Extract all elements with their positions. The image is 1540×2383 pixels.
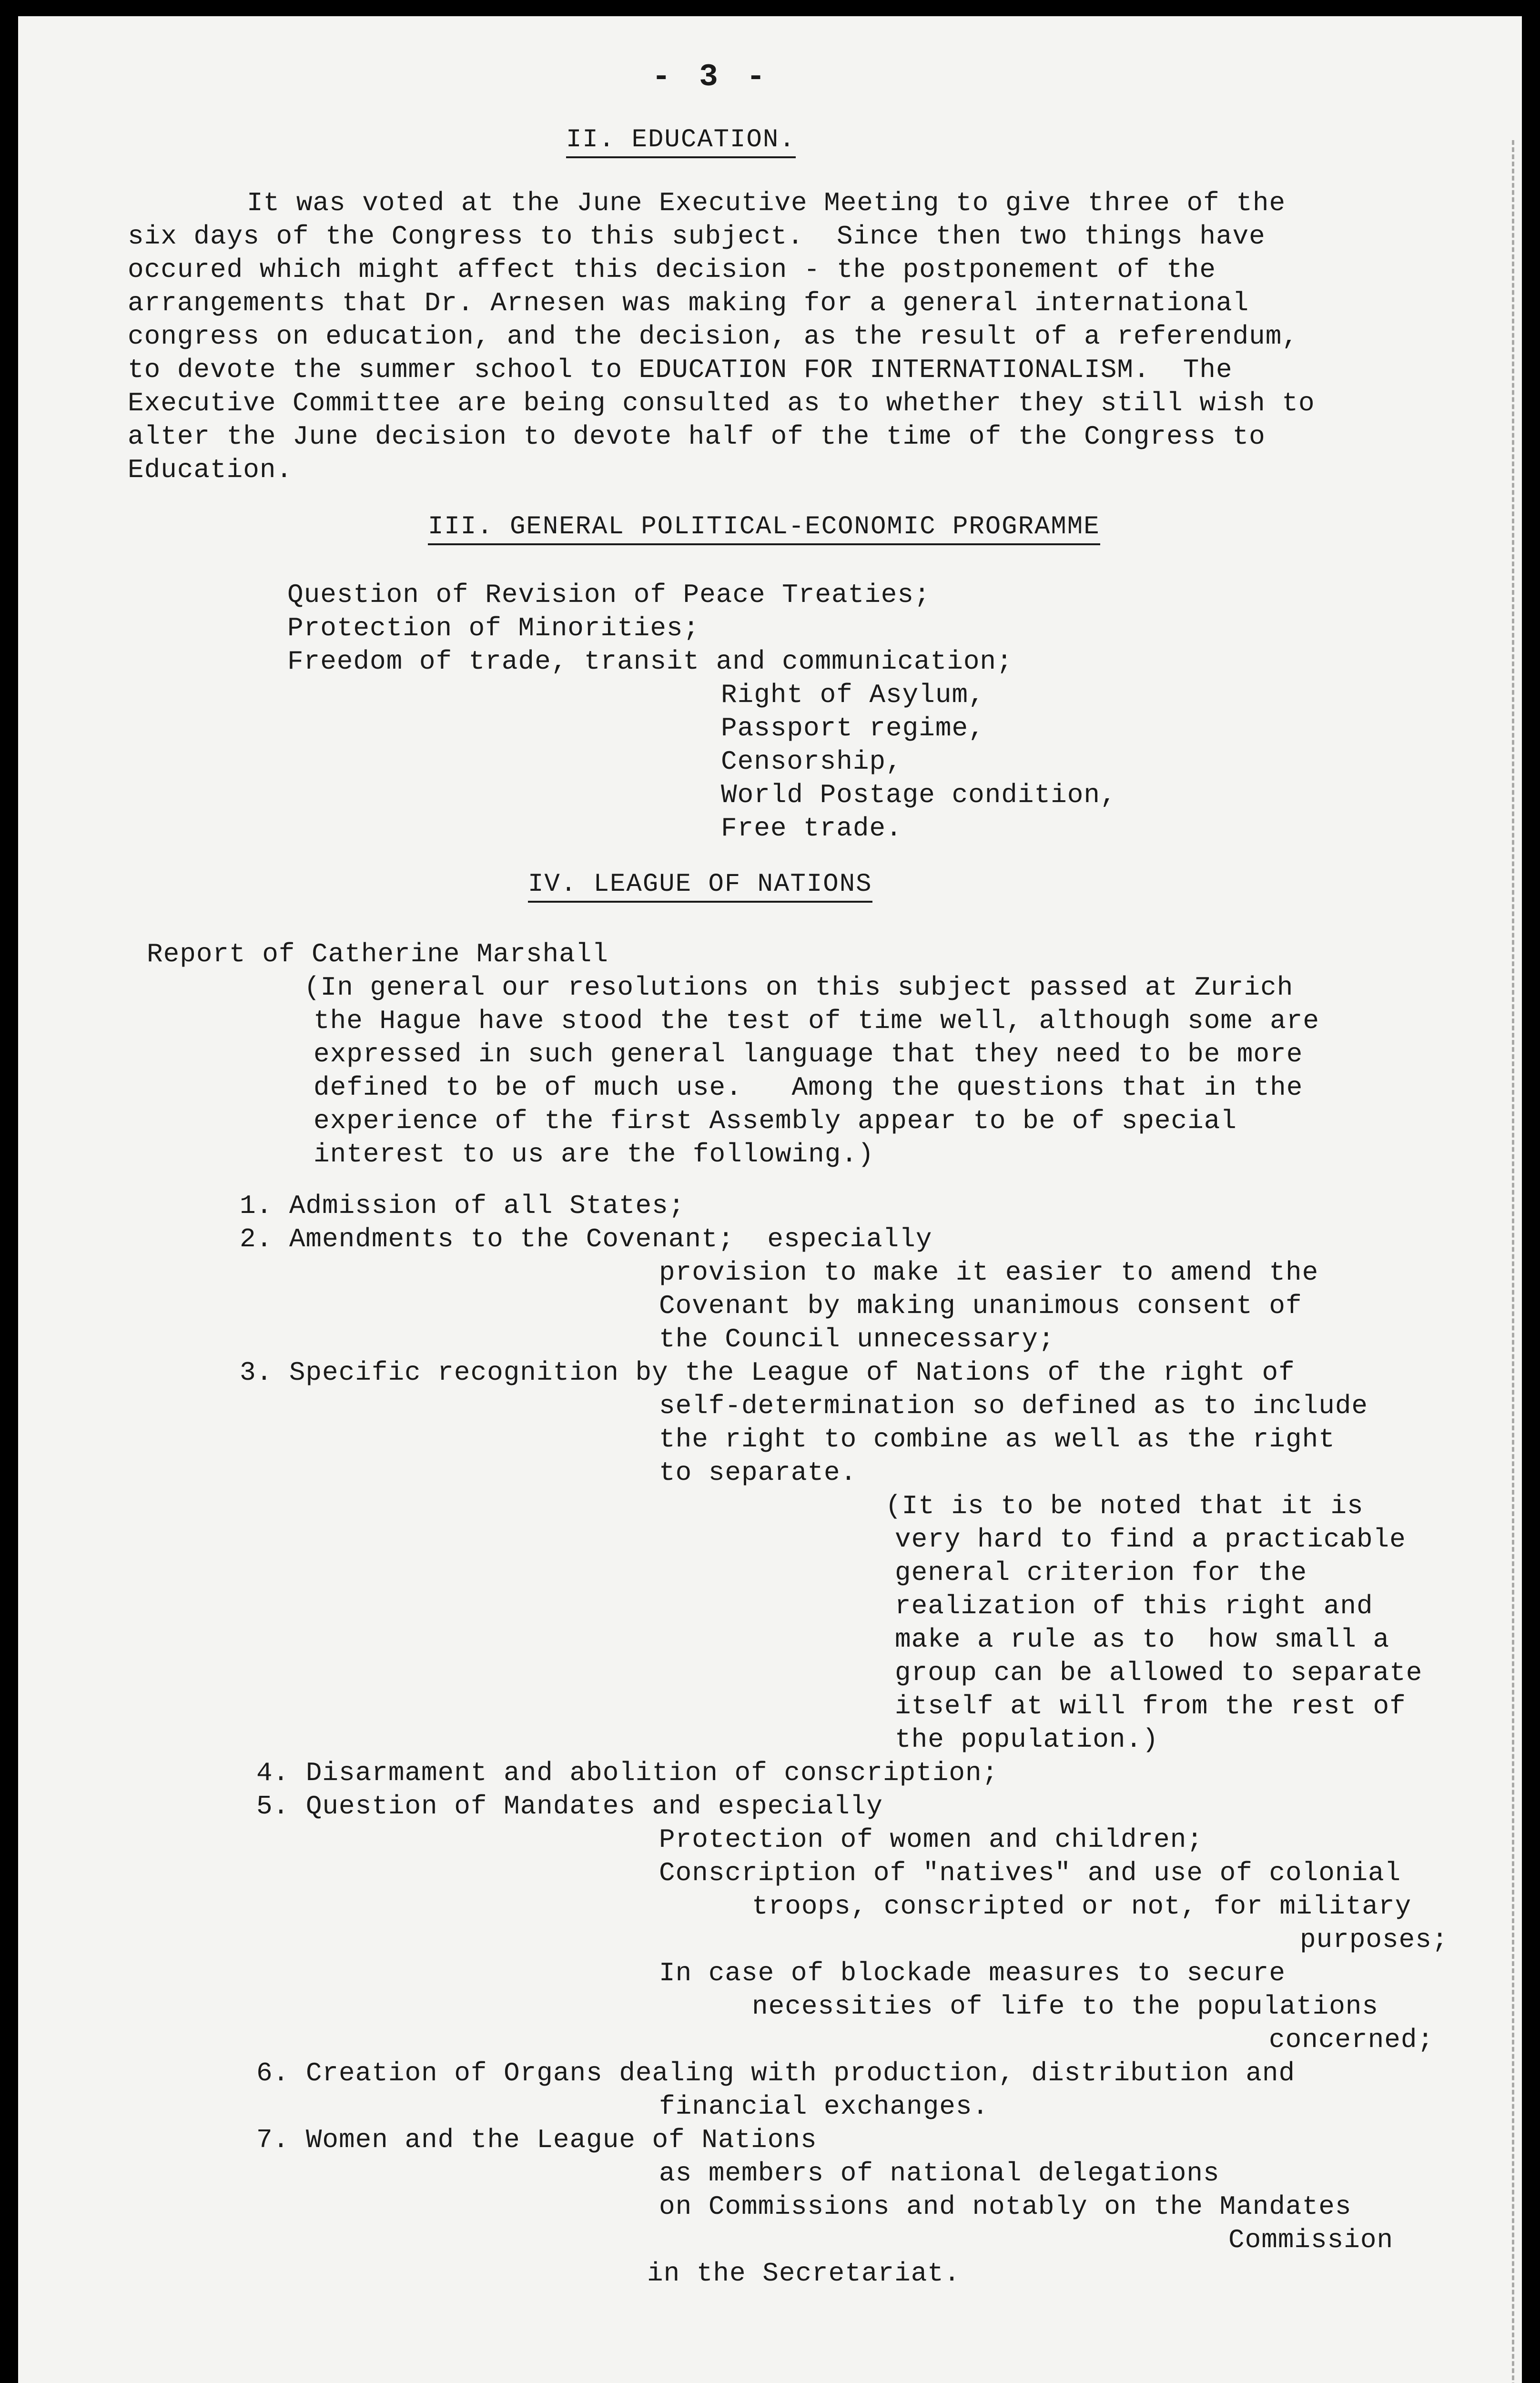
league-item-2-detail: the Council unnecessary; xyxy=(659,1324,1055,1354)
league-item-5-detail: concerned; xyxy=(1269,2025,1434,2055)
intro-line: interest to us are the following.) xyxy=(314,1139,874,1170)
programme-item: Freedom of trade, transit and communication; xyxy=(287,646,1013,677)
league-item-5-detail: troops, conscripted or not, for military xyxy=(752,1891,1412,1922)
league-item-2: 2. Amendments to the Covenant; especially xyxy=(240,1224,932,1254)
programme-subitem: Right of Asylum, xyxy=(721,680,985,710)
programme-subitem: Free trade. xyxy=(721,813,902,844)
league-item-3-note: very hard to find a practicable xyxy=(895,1524,1406,1555)
league-item-4: 4. Disarmament and abolition of conscription; xyxy=(256,1758,999,1788)
league-item-3-note: general criterion for the xyxy=(895,1558,1307,1588)
report-title: Report of Catherine Marshall xyxy=(147,939,608,969)
education-line: to devote the summer school to EDUCATION FOR INTERNATIONALISM. The xyxy=(128,355,1233,385)
league-item-3: 3. Specific recognition by the League of Nations of the right of xyxy=(240,1357,1295,1388)
league-item-5-detail: purposes; xyxy=(1300,1925,1449,1955)
league-item-3-note: the population.) xyxy=(895,1724,1159,1755)
league-item-3-detail: the right to combine as well as the right xyxy=(659,1424,1335,1455)
league-item-3-note: group can be allowed to separate xyxy=(895,1658,1423,1688)
league-item-1: 1. Admission of all States; xyxy=(240,1191,685,1221)
programme-item: Protection of Minorities; xyxy=(287,613,700,643)
page-number: - 3 - xyxy=(652,59,770,95)
league-item-7-detail: in the Secretariat. xyxy=(647,2258,961,2289)
league-item-3-note: (It is to be noted that it is xyxy=(885,1491,1364,1521)
education-line: alter the June decision to devote half of the time of the Congress to xyxy=(128,421,1266,452)
education-line: congress on education, and the decision, as the result of a referendum, xyxy=(128,321,1298,352)
programme-subitem: Censorship, xyxy=(721,746,902,777)
league-item-7-detail: Commission xyxy=(1228,2225,1394,2255)
education-line: Executive Committee are being consulted as to whether they still wish to xyxy=(128,388,1315,418)
league-item-3-note: realization of this right and xyxy=(895,1591,1373,1621)
league-item-5: 5. Question of Mandates and especially xyxy=(256,1791,883,1822)
league-item-3-detail: to separate. xyxy=(659,1457,857,1488)
education-line: occured which might affect this decision - the postponement of the xyxy=(128,255,1216,285)
league-item-7-detail: as members of national delegations xyxy=(659,2158,1220,2189)
document-page xyxy=(18,16,1522,2383)
programme-subitem: Passport regime, xyxy=(721,713,985,743)
intro-line: the Hague have stood the test of time well, although some are xyxy=(314,1006,1319,1036)
league-item-2-detail: provision to make it easier to amend the xyxy=(659,1257,1319,1288)
intro-line: expressed in such general language that they need to be more xyxy=(314,1039,1303,1069)
education-line: Education. xyxy=(128,455,293,485)
league-item-3-note: make a rule as to how small a xyxy=(895,1624,1390,1655)
education-line: six days of the Congress to this subject. Since then two things have xyxy=(128,221,1266,252)
intro-line: experience of the first Assembly appear to be of special xyxy=(314,1106,1237,1136)
programme-subitem: World Postage condition, xyxy=(721,780,1117,810)
programme-item: Question of Revision of Peace Treaties; xyxy=(287,580,931,610)
programme-heading: III. GENERAL POLITICAL-ECONOMIC PROGRAMME xyxy=(428,512,1100,545)
league-item-6-detail: financial exchanges. xyxy=(659,2091,989,2122)
scan-edge-mark xyxy=(1512,140,1514,2383)
intro-line: defined to be of much use. Among the questions that in the xyxy=(314,1072,1303,1103)
league-item-7-detail: on Commissions and notably on the Mandates xyxy=(659,2191,1352,2222)
education-line: arrangements that Dr. Arnesen was making for a general international xyxy=(128,288,1249,318)
league-item-6: 6. Creation of Organs dealing with production, distribution and xyxy=(256,2058,1296,2088)
league-item-7: 7. Women and the League of Nations xyxy=(256,2125,817,2155)
intro-line: (In general our resolutions on this subject passed at Zurich xyxy=(304,972,1294,1003)
league-item-5-detail: Protection of women and children; xyxy=(659,1824,1203,1855)
league-item-5-detail: In case of blockade measures to secure xyxy=(659,1958,1286,1988)
education-heading: II. EDUCATION. xyxy=(566,125,796,158)
league-item-3-note: itself at will from the rest of xyxy=(895,1691,1406,1721)
education-line: It was voted at the June Executive Meeting to give three of the xyxy=(247,188,1286,218)
league-item-5-detail: Conscription of "natives" and use of colonial xyxy=(659,1858,1401,1888)
league-item-3-detail: self-determination so defined as to include xyxy=(659,1391,1368,1421)
league-item-5-detail: necessities of life to the populations xyxy=(752,1991,1379,2022)
league-heading: IV. LEAGUE OF NATIONS xyxy=(528,869,872,903)
league-item-2-detail: Covenant by making unanimous consent of xyxy=(659,1291,1302,1321)
